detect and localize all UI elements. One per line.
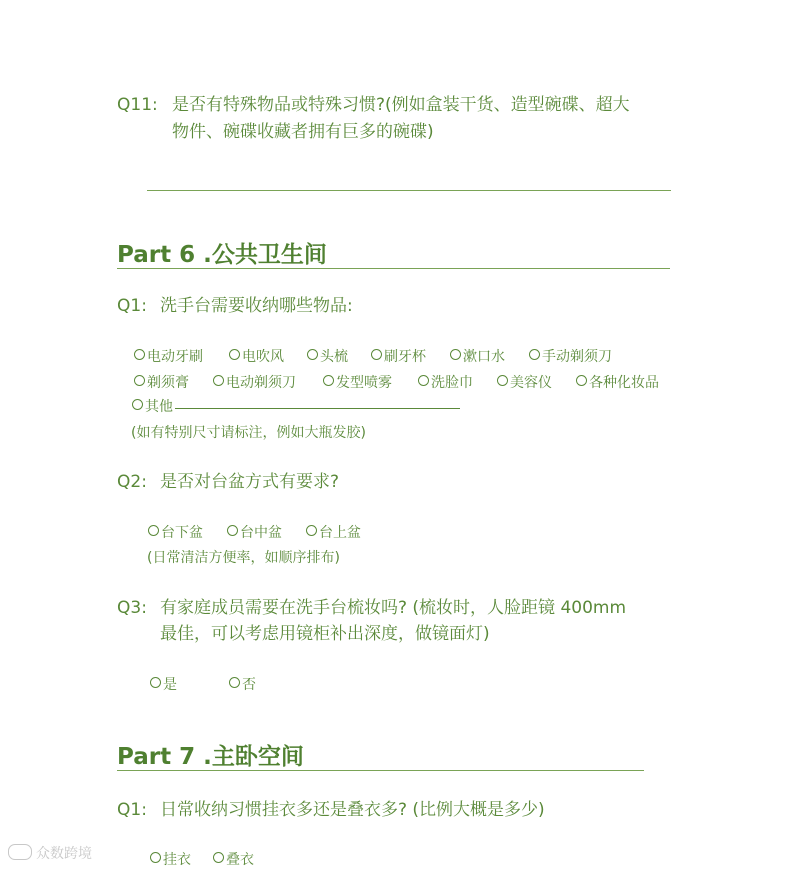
part7-title: Part 7 .主卧空间 — [117, 744, 304, 770]
radio-circle-icon — [450, 349, 461, 360]
option-label: 挂衣 — [163, 852, 191, 868]
part6-q1-label: Q1: — [117, 296, 147, 316]
radio-circle-icon — [150, 852, 161, 863]
option-label: 手动剃须刀 — [542, 349, 612, 365]
option-label: 电动牙刷 — [147, 349, 203, 365]
option-face-towel[interactable] — [418, 373, 473, 393]
part6-q2-note: (日常清洁方便率，如顺序排布) — [147, 550, 340, 566]
part6-title-underline — [117, 268, 670, 269]
part6-q1-note: (如有特别尺寸请标注，例如大瓶发胶) — [131, 425, 366, 441]
option-beauty-device[interactable] — [497, 373, 552, 393]
option-label: 电吹风 — [242, 349, 284, 365]
part7-q1-text: 日常收纳习惯挂衣多还是叠衣多? (比例大概是多少) — [160, 800, 545, 820]
option-label: 美容仪 — [510, 375, 552, 391]
radio-circle-icon — [134, 375, 145, 386]
part7-title-underline — [117, 770, 644, 771]
option-label: 叠衣 — [226, 852, 254, 868]
option-mid-counter-basin[interactable] — [227, 523, 282, 543]
option-label: 头梳 — [320, 349, 348, 365]
option-label: 洗脸巾 — [431, 375, 473, 391]
option-label: 漱口水 — [463, 349, 505, 365]
option-label: 剃须膏 — [147, 375, 189, 391]
radio-circle-icon — [529, 349, 540, 360]
watermark-text: 众数跨境 — [36, 846, 92, 862]
option-above-counter-basin[interactable] — [306, 523, 361, 543]
radio-circle-icon — [371, 349, 382, 360]
option-label: 刷牙杯 — [384, 349, 426, 365]
watermark-logo-icon — [8, 844, 32, 860]
radio-circle-icon — [229, 677, 240, 688]
other-input-line[interactable] — [175, 398, 460, 409]
part6-q3-text-line2: 最佳，可以考虑用镜柜补出深度，做镜面灯) — [160, 624, 490, 644]
q11-text-line2: 物件、碗碟收藏者拥有巨多的碗碟) — [172, 122, 434, 142]
option-no[interactable] — [229, 675, 256, 695]
radio-circle-icon — [497, 375, 508, 386]
radio-circle-icon — [576, 375, 587, 386]
radio-circle-icon — [134, 349, 145, 360]
option-label: 台下盆 — [161, 525, 203, 541]
watermark — [8, 843, 92, 863]
part6-q3-label: Q3: — [117, 598, 147, 618]
radio-circle-icon — [213, 375, 224, 386]
option-yes[interactable] — [150, 675, 177, 695]
option-label: 台中盆 — [240, 525, 282, 541]
option-folding[interactable] — [213, 850, 254, 870]
radio-circle-icon — [306, 525, 317, 536]
option-label: 是 — [163, 677, 177, 693]
part6-q3-text-line1: 有家庭成员需要在洗手台梳妆吗? (梳妆时，人脸距镜 400mm — [160, 598, 627, 618]
option-label: 各种化妆品 — [589, 375, 659, 391]
radio-circle-icon — [229, 349, 240, 360]
q11-answer-line[interactable] — [147, 190, 671, 191]
q11-text-line1: 是否有特殊物品或特殊习惯?(例如盒装干货、造型碗碟、超大 — [172, 95, 630, 115]
radio-circle-icon — [418, 375, 429, 386]
radio-circle-icon — [132, 399, 143, 410]
option-manual-razor[interactable] — [529, 347, 612, 367]
radio-circle-icon — [323, 375, 334, 386]
radio-circle-icon — [307, 349, 318, 360]
option-electric-toothbrush[interactable] — [134, 347, 203, 367]
option-label: 电动剃须刀 — [226, 375, 296, 391]
part6-title: Part 6 .公共卫生间 — [117, 242, 327, 268]
radio-circle-icon — [227, 525, 238, 536]
q11-label: Q11: — [117, 95, 158, 115]
option-hanging[interactable] — [150, 850, 191, 870]
option-tooth-cup[interactable] — [371, 347, 426, 367]
option-comb[interactable] — [307, 347, 348, 367]
radio-circle-icon — [148, 525, 159, 536]
radio-circle-icon — [213, 852, 224, 863]
option-other[interactable] — [132, 397, 460, 417]
option-label: 发型喷雾 — [336, 375, 392, 391]
option-undercounter-basin[interactable] — [148, 523, 203, 543]
radio-circle-icon — [150, 677, 161, 688]
option-label: 台上盆 — [319, 525, 361, 541]
option-label: 其他 — [145, 399, 173, 415]
option-electric-razor[interactable] — [213, 373, 296, 393]
option-cosmetics[interactable] — [576, 373, 659, 393]
part6-q2-text: 是否对台盆方式有要求? — [160, 472, 340, 492]
part6-q1-text: 洗手台需要收纳哪些物品: — [160, 296, 353, 316]
part7-q1-label: Q1: — [117, 800, 147, 820]
option-label: 否 — [242, 677, 256, 693]
option-shaving-cream[interactable] — [134, 373, 189, 393]
option-hair-dryer[interactable] — [229, 347, 284, 367]
option-hair-spray[interactable] — [323, 373, 392, 393]
part6-q2-label: Q2: — [117, 472, 147, 492]
option-mouthwash[interactable] — [450, 347, 505, 367]
